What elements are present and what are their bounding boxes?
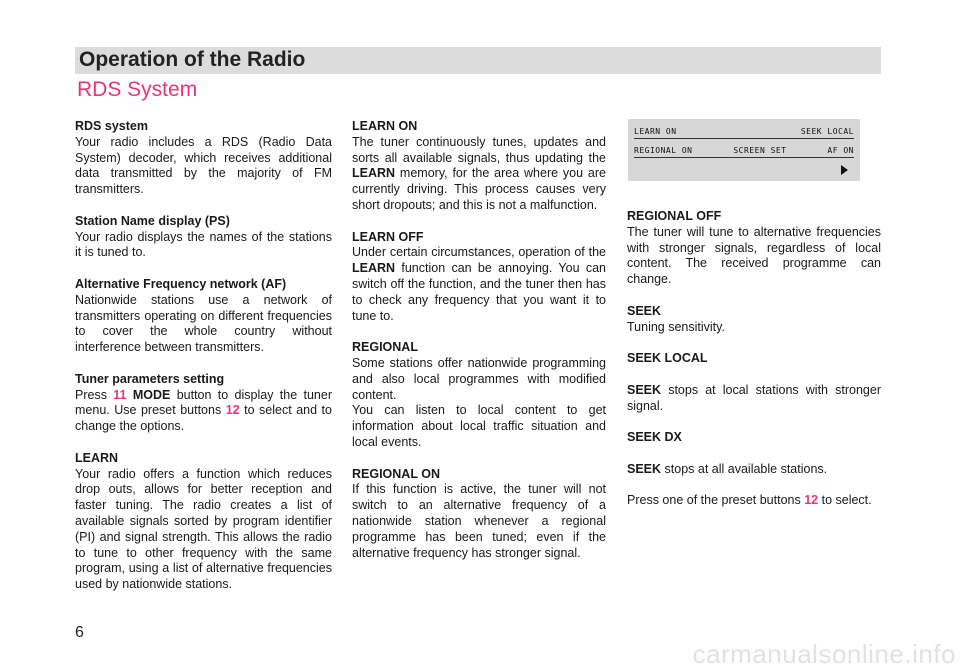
regional-block — [352, 340, 606, 451]
learn-keyword: LEARN — [352, 261, 396, 276]
column-2 — [352, 119, 606, 577]
seek-local-text — [627, 383, 881, 415]
press-preset-text — [627, 493, 881, 509]
learn-off-text-part: function can be annoying. You can switch off the function, and the tuner then has to check any frequency that you want it to tune to. — [352, 261, 606, 323]
learn-off-text-part: Under certain circumstances, operation of the — [352, 245, 606, 260]
display-screen-set: SCREEN SET — [733, 146, 787, 155]
tuner-text-part: button to display the tuner menu. Use preset buttons — [75, 387, 332, 418]
display-af-on: AF ON — [827, 146, 854, 155]
regional-text-1: Some stations offer nationwide programming and also local programmes with modified content. — [352, 355, 606, 402]
press-preset-block — [627, 493, 881, 509]
seek-dx-text — [627, 462, 881, 478]
display-regional-on: REGIONAL ON — [634, 146, 693, 155]
learn-on-heading: LEARN ON — [352, 119, 418, 133]
rds-system-heading: RDS system — [75, 119, 148, 133]
press-text-part: to select. — [821, 493, 872, 508]
tuner-text-part: Press — [75, 387, 107, 402]
learn-on-block — [352, 119, 606, 214]
tuner-settings-text — [75, 388, 332, 435]
seek-dx-heading: SEEK DX — [627, 430, 682, 445]
learn-on-text-part: memory, for the area where you are currently driving. This process causes very short dropouts; and this is not a malfunction. — [352, 166, 606, 212]
station-name-text: Your radio displays the names of the stations it is tuned to. — [75, 229, 332, 260]
tuner-settings-heading: Tuner parameters setting — [75, 371, 225, 386]
page-title: Operation of the Radio — [79, 48, 306, 71]
af-heading: Alternative Frequency network (AF) — [75, 276, 287, 291]
regional-text-2: You can listen to local content to get information about local traffic situation and local events. — [352, 403, 606, 449]
section-title: RDS System — [77, 78, 198, 101]
press-text-part: Press one of the preset buttons — [627, 493, 801, 508]
column-3 — [627, 209, 881, 525]
page-number: 6 — [75, 624, 84, 641]
regional-off-heading: REGIONAL OFF — [627, 209, 722, 223]
regional-heading: REGIONAL — [352, 340, 418, 355]
display-learn-on: LEARN ON — [634, 127, 677, 136]
seek-keyword: SEEK — [627, 382, 662, 397]
station-name-block — [75, 214, 332, 261]
learn-text: Your radio offers a function which reduces drop outs, allows for better reception and faster tuning. The radio creates a list of available signals sorted by program identifier (PI) and signal strength. This allows the radio to tune to other frequency with the same program, using a list of alternative frequencies used by nationwide stations. — [75, 466, 332, 592]
station-name-heading: Station Name display (PS) — [75, 213, 230, 228]
learn-off-text — [352, 245, 606, 324]
seek-block — [627, 304, 881, 336]
regional-on-text: If this function is active, the tuner will not switch to an alternative frequency of a nationwide station whenever a regional programme has been tuned; even if the alternative frequency has stronger signal. — [352, 482, 606, 560]
radio-display-illustration — [628, 119, 860, 181]
callout-number: 11 — [113, 387, 127, 402]
learn-on-text — [352, 135, 606, 214]
seek-keyword: SEEK — [627, 461, 662, 476]
watermark: carmanualsonline.info — [692, 639, 956, 669]
regional-off-text: The tuner will tune to alternative frequencies with stronger signals, regardless of local content. The received programme can change. — [627, 224, 881, 287]
display-seek-local: SEEK LOCAL — [800, 127, 854, 136]
callout-number: 12 — [225, 403, 240, 418]
rds-system-block — [75, 119, 332, 198]
learn-keyword: LEARN — [352, 166, 396, 181]
display-row-1 — [634, 127, 854, 139]
learn-off-heading: LEARN OFF — [352, 229, 424, 244]
learn-on-text-part: The tuner continuously tunes, updates and sorts all available signals, thus updating the — [352, 134, 606, 165]
seek-dx-text-part: stops at all available stations. — [664, 461, 828, 476]
seek-text: Tuning sensitivity. — [627, 319, 725, 334]
mode-button-label: MODE — [132, 387, 171, 402]
seek-dx-text-block — [627, 462, 881, 478]
af-block — [75, 277, 332, 356]
regional-on-heading: REGIONAL ON — [352, 466, 440, 481]
regional-on-block — [352, 467, 606, 562]
learn-heading: LEARN — [75, 450, 119, 465]
learn-off-block — [352, 230, 606, 325]
seek-local-heading: SEEK LOCAL — [627, 351, 708, 366]
callout-number: 12 — [804, 493, 819, 508]
rds-system-text: Your radio includes a RDS (Radio Data System) decoder, which receives additional data transmitted by the majority of FM transmitters. — [75, 134, 332, 197]
seek-local-text-part: stops at local stations with stronger signal. — [627, 382, 881, 413]
af-text: Nationwide stations use a network of transmitters operating on different frequencies to cover the whole country without interference between transmitters. — [75, 292, 332, 355]
seek-dx-heading-block — [627, 430, 881, 446]
seek-heading: SEEK — [627, 303, 662, 318]
seek-local-heading-block — [627, 351, 881, 367]
tuner-settings-block — [75, 372, 332, 435]
seek-local-text-block — [627, 383, 881, 415]
learn-block — [75, 451, 332, 593]
header-bar — [75, 47, 881, 74]
column-1 — [75, 119, 332, 609]
display-row-2 — [634, 146, 854, 158]
tuner-text-part: to select and to change the options. — [75, 403, 332, 434]
play-arrow-icon — [841, 165, 848, 175]
regional-off-block — [627, 209, 881, 288]
